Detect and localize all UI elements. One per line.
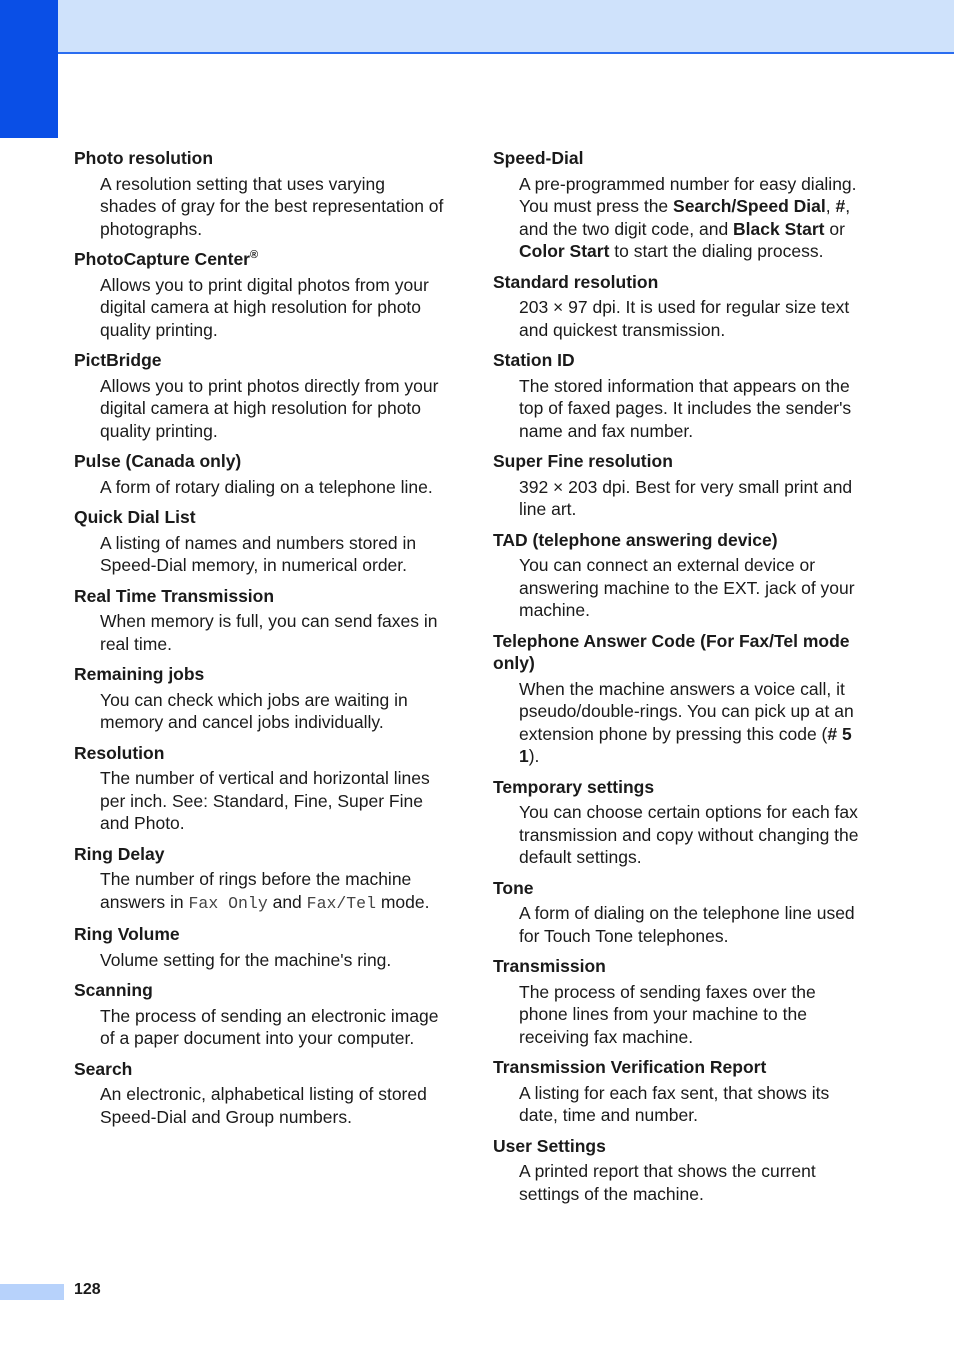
glossary-entry (74, 1058, 446, 1129)
definition-text: , and the two digit code, and (519, 196, 851, 239)
glossary-entry (493, 630, 865, 768)
glossary-term: Resolution (74, 742, 165, 763)
glossary-term: Tone (493, 877, 534, 898)
glossary-definition: A listing for each fax sent, that shows its date, time and number. (519, 1082, 830, 1125)
registered-mark: ® (249, 249, 259, 262)
glossary-entry (493, 147, 865, 263)
glossary-entry (493, 1056, 865, 1127)
glossary-entry (74, 923, 446, 971)
glossary-term: Station ID (493, 350, 575, 370)
chapter-tab (0, 0, 58, 138)
glossary-entry (493, 877, 865, 948)
definition-text: mode. (375, 891, 430, 912)
glossary-term: PictBridge (74, 350, 162, 370)
definition-text: and (267, 891, 307, 912)
glossary-term: Transmission (493, 956, 606, 976)
glossary-entry (493, 271, 865, 342)
definition-text: to start the dialing process. (609, 241, 824, 261)
glossary-definition (100, 868, 446, 915)
glossary-entry (74, 349, 446, 442)
glossary-term: Real Time Transmission (74, 585, 275, 606)
glossary-term: Photo resolution (74, 148, 214, 168)
glossary-entry (74, 979, 446, 1050)
glossary-entry (74, 663, 446, 734)
glossary-term: Super Fine resolution (493, 451, 673, 471)
glossary-entry (493, 955, 865, 1048)
header-band (58, 0, 954, 54)
glossary-definition: You can connect an external device or answering machine to the EXT. jack of your machine. (519, 555, 855, 620)
glossary-definition: A resolution setting that uses varying shades of gray for the best representation of photographs. (100, 173, 444, 239)
definition-text: or (824, 218, 845, 239)
glossary-term: Quick Dial List (74, 507, 196, 527)
key-search-speed-dial: Search/Speed Dial (673, 196, 826, 216)
glossary-definition: When memory is full, you can send faxes in real time. (100, 611, 438, 654)
glossary-entry (493, 776, 865, 869)
key-color-start: Color Start (519, 241, 610, 261)
glossary-entry (74, 742, 446, 835)
glossary-term: Telephone Answer Code (For Fax/Tel mode only) (493, 630, 850, 673)
code-hash-5-1: # 5 1 (519, 723, 852, 766)
glossary-entry (493, 1135, 865, 1206)
glossary-entry (74, 506, 446, 577)
key-hash: # (835, 196, 846, 216)
glossary-definition (519, 173, 865, 263)
glossary-entry (74, 585, 446, 656)
glossary-definition: The process of sending an electronic image of a paper document into your computer. (100, 1005, 439, 1048)
glossary-term: Ring Delay (74, 843, 165, 864)
glossary-definition: The number of vertical and horizontal lines per inch. See: Standard, Fine, Super Fine and Photo. (100, 768, 430, 833)
glossary-definition: A form of rotary dialing on a telephone line. (100, 476, 433, 497)
glossary-definition: A listing of names and numbers stored in Speed-Dial memory, in numerical order. (100, 532, 417, 575)
glossary-entry (493, 349, 865, 442)
definition-text: The number of rings before the machine answers in (100, 869, 412, 912)
definition-text: A pre-programmed number for easy dialing. You must press the (519, 173, 857, 216)
glossary-definition: 203 × 97 dpi. It is used for regular size text and quickest transmission. (519, 297, 850, 340)
definition-text: When the machine answers a voice call, it pseudo/double-rings. You can pick up at an extension phone by pressing this code ( (519, 678, 854, 744)
glossary-definition: The process of sending faxes over the phone lines from your machine to the receiving fax machine. (519, 981, 816, 1047)
glossary-definition (519, 678, 865, 768)
mode-fax-tel: Fax/Tel (306, 893, 376, 913)
glossary-definition: An electronic, alphabetical listing of stored Speed-Dial and Group numbers. (100, 1084, 427, 1127)
page-number: 128 (74, 1281, 101, 1298)
glossary-definition: Allows you to print photos directly from your digital camera at high resolution for photo quality printing. (100, 375, 439, 441)
glossary-term (74, 248, 446, 271)
glossary-definition: A printed report that shows the current settings of the machine. (519, 1161, 816, 1204)
glossary-term: Ring Volume (74, 924, 180, 944)
glossary-entry (74, 147, 446, 240)
glossary-entry (493, 529, 865, 622)
glossary-definition: A form of dialing on the telephone line used for Touch Tone telephones. (519, 903, 855, 946)
glossary-definition: The stored information that appears on the top of faxed pages. It includes the sender's name and fax number. (519, 375, 852, 441)
footer-strip (0, 1284, 64, 1300)
glossary-definition: Volume setting for the machine's ring. (100, 949, 392, 970)
glossary-term: Remaining jobs (74, 664, 205, 684)
glossary-entry (74, 450, 446, 498)
glossary-term: Transmission Verification Report (493, 1057, 767, 1077)
glossary-column-left (74, 147, 446, 1136)
definition-text: , (825, 196, 836, 216)
glossary-term: Search (74, 1058, 133, 1079)
mode-fax-only: Fax Only (188, 893, 268, 913)
glossary-term: Speed-Dial (493, 148, 584, 168)
glossary-term: TAD (telephone answering device) (493, 529, 778, 550)
key-black-start: Black Start (733, 218, 825, 239)
term-text: PhotoCapture Center (74, 249, 250, 269)
glossary-definition: You can check which jobs are waiting in memory and cancel jobs individually. (100, 689, 408, 732)
glossary-definition: 392 × 203 dpi. Best for very small print and line art. (519, 476, 853, 519)
glossary-entry (74, 248, 446, 341)
glossary-column-right (493, 147, 865, 1213)
definition-text: ). (528, 746, 540, 766)
glossary-term: Pulse (Canada only) (74, 451, 242, 471)
glossary-entry (74, 843, 446, 916)
glossary-entry (493, 450, 865, 521)
glossary-term: Scanning (74, 980, 153, 1000)
glossary-definition: Allows you to print digital photos from your digital camera at high resolution for photo quality printing. (100, 274, 429, 340)
glossary-term: Temporary settings (493, 776, 655, 797)
glossary-definition: You can choose certain options for each fax transmission and copy without changing the default settings. (519, 802, 859, 867)
glossary-term: Standard resolution (493, 271, 659, 292)
glossary-term: User Settings (493, 1135, 606, 1156)
